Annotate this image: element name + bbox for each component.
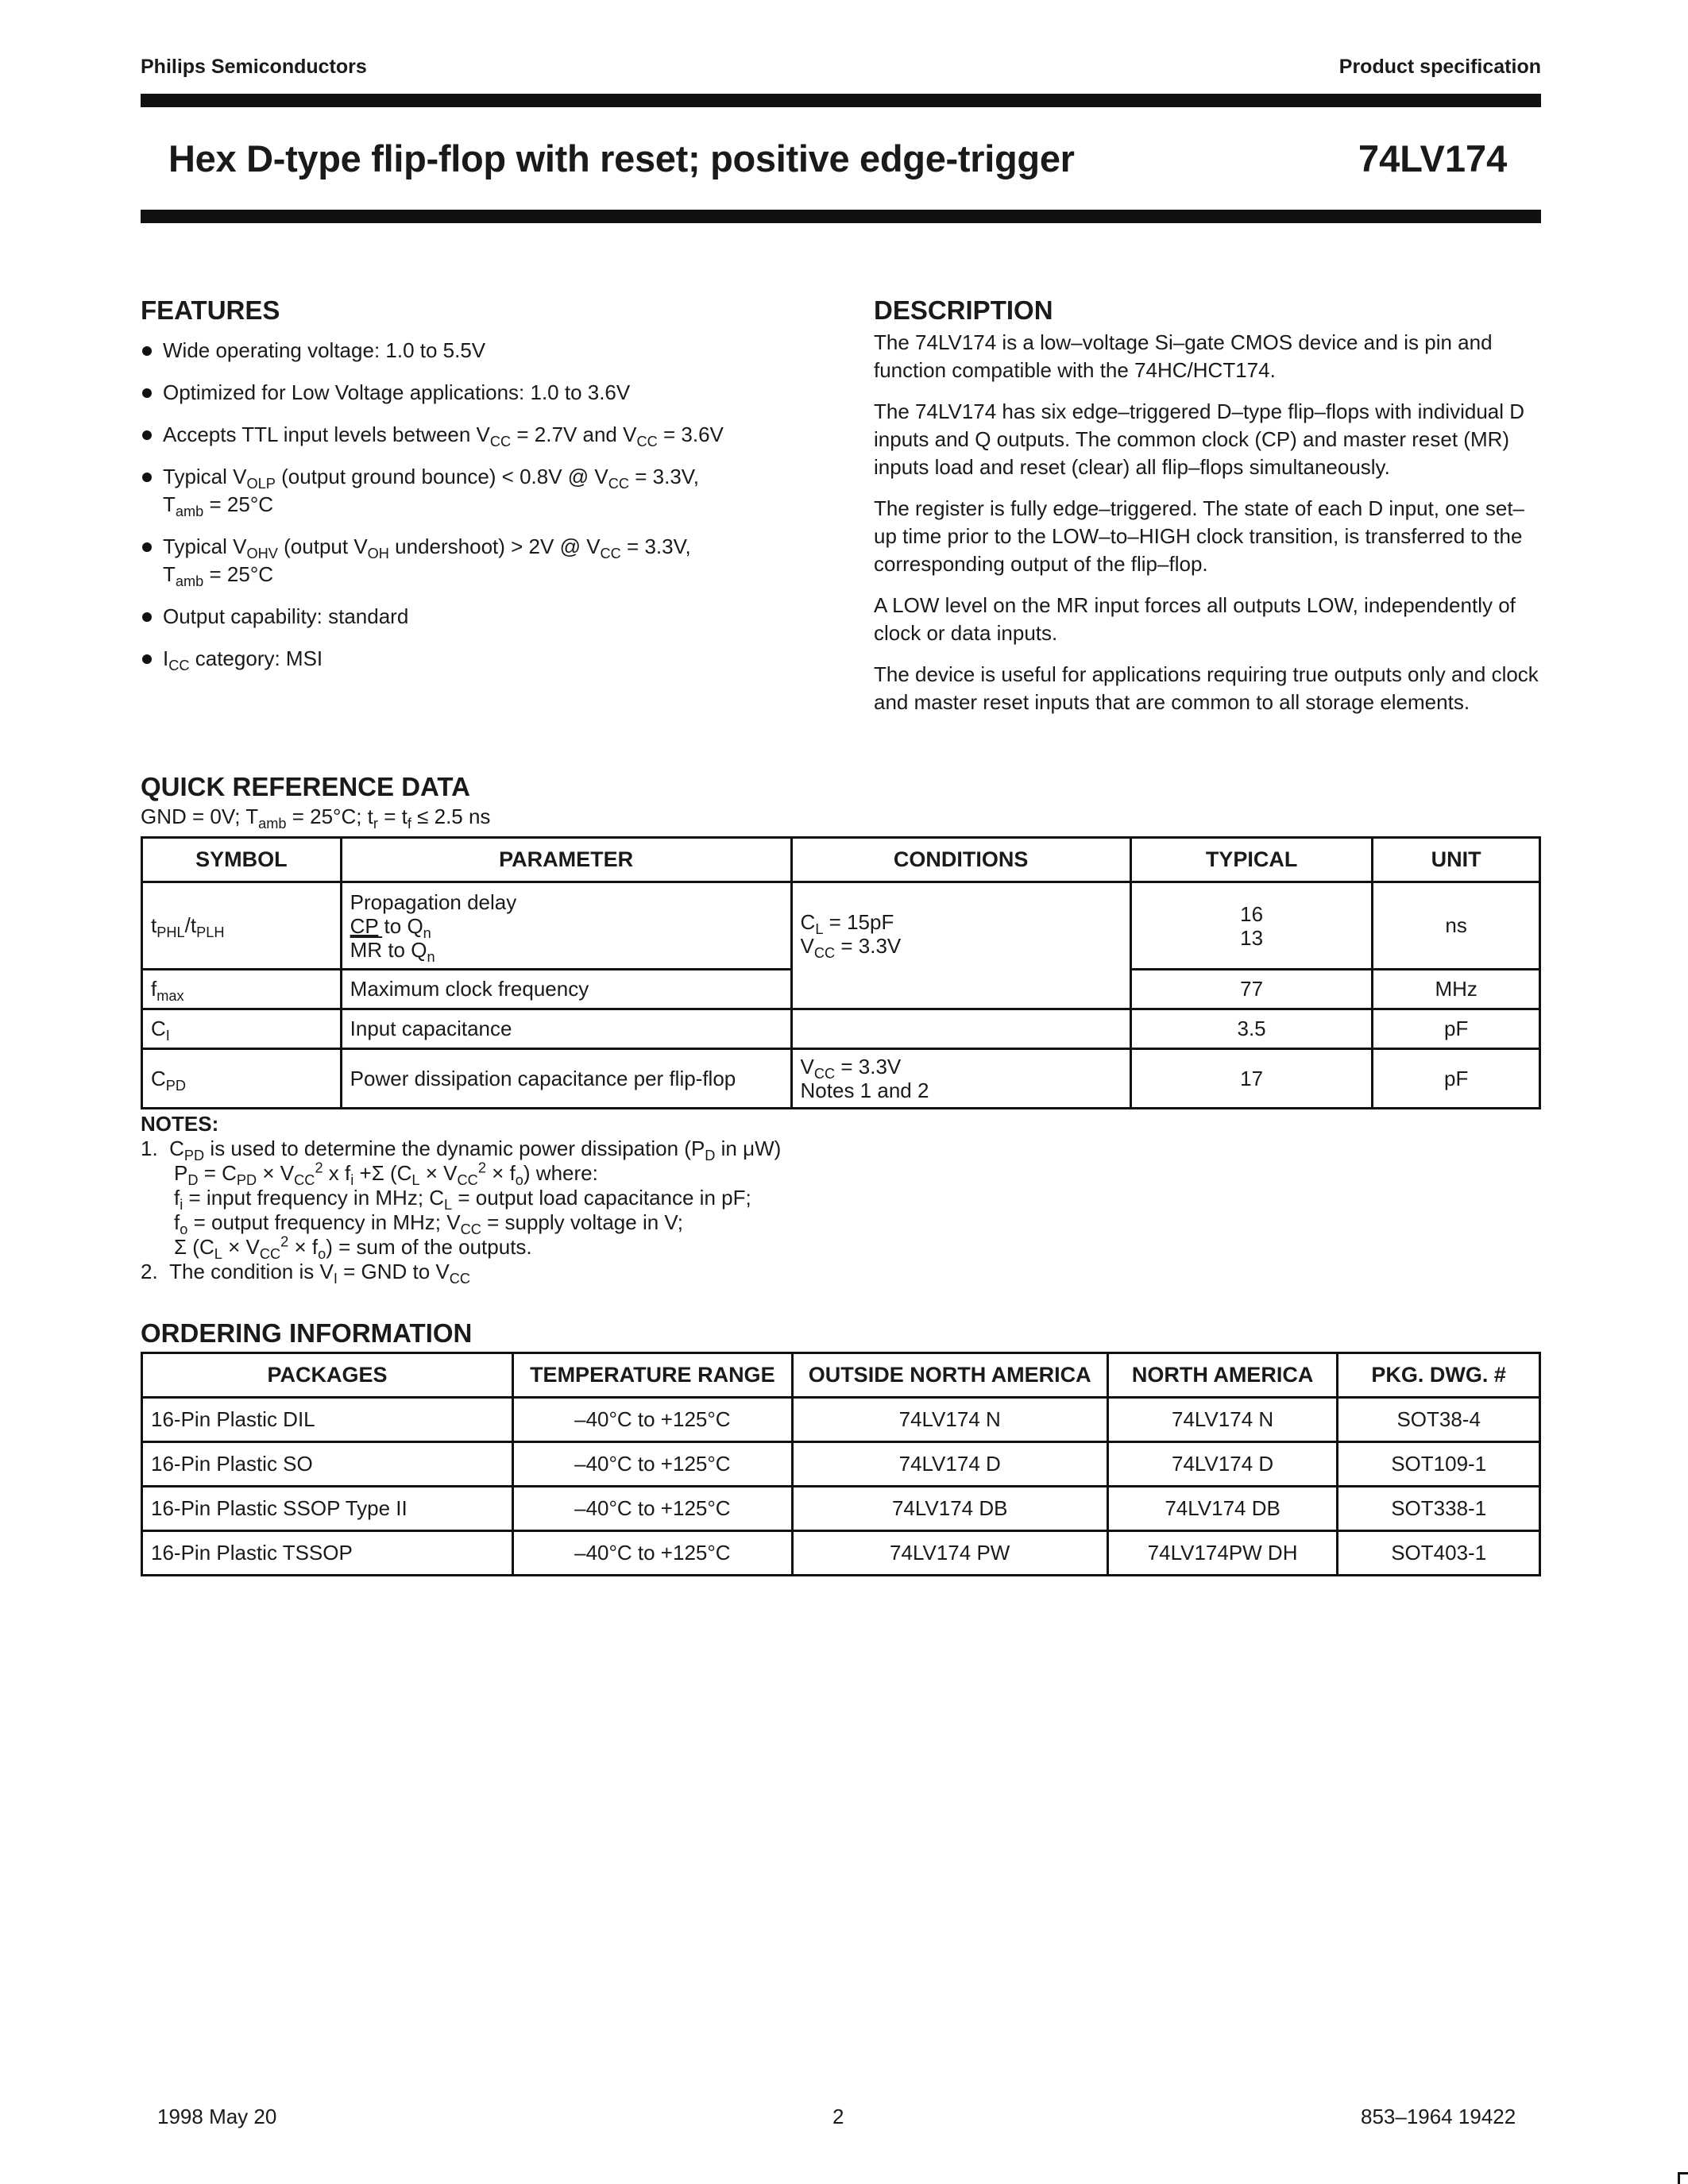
table-cell: Maximum clock frequency [341, 970, 791, 1009]
description-body [874, 329, 1541, 730]
quick-ref-conditions: GND = 0V; $T_{amb} = 25^\circ C$; $t_r = t_f \le 2.5$ ns [141, 805, 491, 832]
table-cell: 17 [1130, 1049, 1373, 1109]
column-header: CONDITIONS [791, 838, 1130, 882]
table-cell: pF [1373, 1009, 1540, 1049]
table-row [142, 1398, 1540, 1442]
note-1: 1. $C_{PD}$ is used to determine the dynamic power dissipation ($P_D$ in μW) $P_D = C_{PD} \times V_{CC}^2$ x $f_i +\Sigma$ $(C_L \times V_{CC}^2 \times f_o)$ where: $f_i$ = input frequency in MHz; $C_L$ = output load capacitance in pF; $f_o$ = output frequency in MHz; $V_{CC}$ = supply voltage in V; Σ $(C_L \times V_{CC}^2 \times f_o)$ = sum of the outputs. [141, 1136, 782, 1263]
table-cell: 74LV174 DB [792, 1487, 1107, 1531]
footer-page-number: 2 [832, 2105, 844, 2128]
table-row [142, 1531, 1540, 1576]
table-row [142, 1487, 1540, 1531]
features-heading: FEATURES [141, 295, 280, 325]
table-cell: $V_{CC} = 3.3V$ Notes 1 and 2 [791, 1049, 1130, 1109]
description-paragraph: The 74LV174 has six edge–triggered D–type flip–flops with individual D inputs and Q outputs. The common clock (CP) and master reset (MR) inputs load and reset (clear) all flip–flops simultaneously. [874, 399, 1525, 479]
table-cell: SOT338-1 [1338, 1487, 1540, 1531]
description-paragraph: The device is useful for applications requiring true outputs only and clock and master reset inputs that are common to all storage elements. [874, 662, 1539, 714]
column-header: SYMBOL [142, 838, 342, 882]
list-item: Accepts TTL input levels between $V_{CC} = 2.7V$ and $V_{CC} = 3.6V$ [141, 421, 856, 449]
table-cell: SOT403-1 [1338, 1531, 1540, 1576]
column-header: PACKAGES [142, 1353, 513, 1398]
table-cell: 74LV174 N [1107, 1398, 1338, 1442]
table-cell: 74LV174 DB [1107, 1487, 1338, 1531]
description-paragraph: The 74LV174 is a low–voltage Si–gate CMOS device and is pin and function compatible with the 74HC/HCT174. [874, 330, 1493, 382]
table-cell: –40°C to +125°C [513, 1487, 793, 1531]
table-cell: 74LV174 D [792, 1442, 1107, 1487]
ordering-heading: ORDERING INFORMATION [141, 1318, 473, 1348]
table-cell: Power dissipation capacitance per flip-flop [341, 1049, 791, 1109]
features-list [141, 337, 856, 687]
column-header: OUTSIDE NORTH AMERICA [792, 1353, 1107, 1398]
table-header-row [142, 838, 1540, 882]
table-row [142, 1009, 1540, 1049]
column-header: PARAMETER [341, 838, 791, 882]
table-cell: $C_{PD}$ [142, 1049, 342, 1109]
table-row [142, 1442, 1540, 1487]
list-item: Typical $V_{OHV}$ (output $V_{OH}$ undershoot) > 2V @ $V_{CC} = 3.3V$, $T_{amb} = 25^\circ C$ [141, 533, 856, 588]
table-cell: $t_{PHL}/t_{PLH}$ [142, 882, 342, 970]
table-cell: pF [1373, 1049, 1540, 1109]
table-cell: Propagation delay CP to $Q_n$ $\overline{MR}$ to $Q_n$ [341, 882, 791, 970]
page-title: Hex D-type flip-flop with reset; positive edge-trigger [168, 137, 1075, 179]
table-cell: MHz [1373, 970, 1540, 1009]
description-paragraph: A LOW level on the MR input forces all outputs LOW, independently of clock or data inputs. [874, 593, 1516, 645]
table-row [142, 882, 1540, 970]
note-2: 2. The condition is $V_I$ = GND to $V_{CC}$ [141, 1260, 471, 1287]
table-cell: SOT109-1 [1338, 1442, 1540, 1487]
crop-mark [1678, 2172, 1688, 2184]
header-rule-bottom [141, 210, 1541, 223]
table-cell: 16-Pin Plastic SO [142, 1442, 513, 1487]
header-rule-top [141, 94, 1541, 107]
column-header: TEMPERATURE RANGE [513, 1353, 793, 1398]
table-cell: 74LV174PW DH [1107, 1531, 1338, 1576]
table-cell: –40°C to +125°C [513, 1398, 793, 1442]
list-item: Typical $V_{OLP}$ (output ground bounce) < 0.8V @ $V_{CC} = 3.3V$, $T_{amb} = 25^\circ C$ [141, 463, 856, 519]
column-header: UNIT [1373, 838, 1540, 882]
table-cell: 16-Pin Plastic TSSOP [142, 1531, 513, 1576]
company-name: Philips Semiconductors [141, 56, 367, 78]
footer-date: 1998 May 20 [157, 2105, 277, 2128]
table-cell: $C_L = 15pF$ $V_{CC} = 3.3V$ [791, 882, 1130, 1009]
table-cell: –40°C to +125°C [513, 1442, 793, 1487]
table-cell: 16-Pin Plastic SSOP Type II [142, 1487, 513, 1531]
list-item: Output capability: standard [141, 603, 856, 631]
table-cell: 74LV174 PW [792, 1531, 1107, 1576]
part-number: 74LV174 [1358, 137, 1508, 179]
table-cell: 16-Pin Plastic DIL [142, 1398, 513, 1442]
list-item: Optimized for Low Voltage applications: 1.0 to 3.6V [141, 379, 856, 407]
table-cell: 77 [1130, 970, 1373, 1009]
table-cell: Input capacitance [341, 1009, 791, 1049]
column-header: PKG. DWG. # [1338, 1353, 1540, 1398]
ordering-table [141, 1352, 1541, 1576]
document-type: Product specification [1338, 56, 1541, 78]
table-cell: 74LV174 D [1107, 1442, 1338, 1487]
table-cell: 3.5 [1130, 1009, 1373, 1049]
table-cell: $C_I$ [142, 1009, 342, 1049]
table-cell [791, 1009, 1130, 1049]
table-cell: 16 13 [1130, 882, 1373, 970]
description-paragraph: The register is fully edge–triggered. The state of each D input, one set–up time prior to the LOW–to–HIGH clock transition, is transferred to the corresponding output of the flip–flop. [874, 496, 1524, 576]
table-header-row [142, 1353, 1540, 1398]
table-row [142, 1049, 1540, 1109]
table-cell: SOT38-4 [1338, 1398, 1540, 1442]
quick-ref-heading: QUICK REFERENCE DATA [141, 772, 470, 801]
table-cell: ns [1373, 882, 1540, 970]
footer-doc-code: 853–1964 19422 [1361, 2105, 1516, 2128]
table-cell: –40°C to +125°C [513, 1531, 793, 1576]
table-cell: 74LV174 N [792, 1398, 1107, 1442]
quick-ref-table [141, 836, 1541, 1109]
list-item: $I_{CC}$ category: MSI [141, 645, 856, 673]
table-cell: $f_{max}$ [142, 970, 342, 1009]
notes-block [141, 1112, 782, 1287]
list-item: Wide operating voltage: 1.0 to 5.5V [141, 337, 856, 365]
column-header: TYPICAL [1130, 838, 1373, 882]
description-heading: DESCRIPTION [874, 295, 1053, 325]
column-header: NORTH AMERICA [1107, 1353, 1338, 1398]
notes-heading: NOTES: [141, 1112, 219, 1136]
